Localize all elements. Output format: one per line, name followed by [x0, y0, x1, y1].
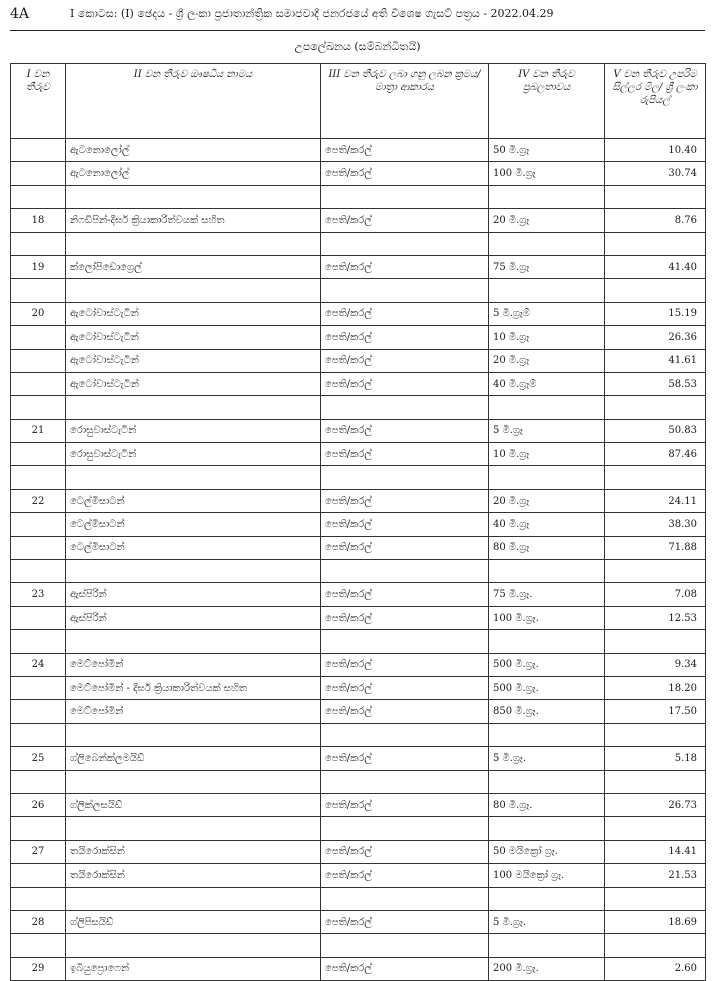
- strength-cell: [489, 887, 605, 910]
- price-schedule-table: [10, 63, 706, 981]
- drug-name-cell: [66, 396, 321, 419]
- row-number-cell: [11, 934, 66, 957]
- drug-name-cell: ක්ලෝපිඩොග්‍රෙල්: [66, 255, 321, 278]
- strength-cell: [489, 934, 605, 957]
- max-retail-price-cell: [605, 887, 706, 910]
- row-number-cell: [11, 349, 66, 372]
- table-row: [11, 583, 706, 606]
- max-retail-price-cell: [605, 466, 706, 489]
- table-row: [11, 443, 706, 466]
- table-row: [11, 185, 706, 208]
- row-number-cell: [11, 606, 66, 629]
- strength-cell: [489, 817, 605, 840]
- drug-name-cell: [66, 279, 321, 302]
- dosage-form-cell: පෙති/කරල්: [321, 419, 489, 442]
- row-number-cell: [11, 770, 66, 793]
- dosage-form-cell: පෙති/කරල්: [321, 910, 489, 933]
- strength-cell: 50 මයික්‍රෝ ග්‍රෑ.: [489, 840, 605, 863]
- row-number-cell: [11, 466, 66, 489]
- row-number-cell: [11, 326, 66, 349]
- dosage-form-cell: පෙති/කරල්: [321, 513, 489, 536]
- dosage-form-cell: පෙති/කරල්: [321, 793, 489, 816]
- strength-cell: 850 මි.ග්‍රෑ.: [489, 700, 605, 723]
- strength-cell: [489, 279, 605, 302]
- table-row: [11, 653, 706, 676]
- table-body: [11, 139, 706, 981]
- dosage-form-cell: පෙති/කරල්: [321, 372, 489, 395]
- table-row: [11, 957, 706, 980]
- max-retail-price-cell: 41.61: [605, 349, 706, 372]
- table-row: [11, 817, 706, 840]
- row-number-cell: [11, 162, 66, 185]
- max-retail-price-cell: [605, 279, 706, 302]
- column-header-1: I වන තීරුව: [11, 64, 66, 139]
- dosage-form-cell: පෙති/කරල්: [321, 747, 489, 770]
- drug-name-cell: [66, 630, 321, 653]
- table-row: [11, 209, 706, 232]
- table-row: [11, 934, 706, 957]
- drug-name-cell: ටෙල්මිසාටන්: [66, 536, 321, 559]
- dosage-form-cell: පෙති/කරල්: [321, 606, 489, 629]
- table-row: [11, 630, 706, 653]
- row-number-cell: [11, 887, 66, 910]
- strength-cell: 20 මි.ග්‍රෑ: [489, 209, 605, 232]
- strength-cell: 75 මි.ග්‍රෑ.: [489, 583, 605, 606]
- drug-name-cell: [66, 887, 321, 910]
- dosage-form-cell: පෙති/කරල්: [321, 326, 489, 349]
- header-rule: [10, 30, 705, 31]
- row-number-cell: [11, 700, 66, 723]
- strength-cell: 200 මි.ග්‍රෑ.: [489, 957, 605, 980]
- max-retail-price-cell: 21.53: [605, 864, 706, 887]
- row-number-cell: 26: [11, 793, 66, 816]
- max-retail-price-cell: [605, 232, 706, 255]
- table-row: [11, 232, 706, 255]
- max-retail-price-cell: 15.19: [605, 302, 706, 325]
- dosage-form-cell: [321, 934, 489, 957]
- dosage-form-cell: පෙති/කරල්: [321, 302, 489, 325]
- max-retail-price-cell: 14.41: [605, 840, 706, 863]
- dosage-form-cell: පෙති/කරල්: [321, 583, 489, 606]
- table-row: [11, 910, 706, 933]
- row-number-cell: [11, 372, 66, 395]
- dosage-form-cell: [321, 185, 489, 208]
- strength-cell: [489, 232, 605, 255]
- table-row: [11, 162, 706, 185]
- table-row: [11, 349, 706, 372]
- dosage-form-cell: [321, 396, 489, 419]
- strength-cell: 5 මි.ග්‍රෑ: [489, 419, 605, 442]
- strength-cell: 500 මි.ග්‍රෑ.: [489, 653, 605, 676]
- table-row: [11, 396, 706, 419]
- row-number-cell: [11, 513, 66, 536]
- row-number-cell: 21: [11, 419, 66, 442]
- table-row: [11, 700, 706, 723]
- max-retail-price-cell: 50.83: [605, 419, 706, 442]
- strength-cell: 80 මි.ග්‍රෑ: [489, 536, 605, 559]
- table-row: [11, 560, 706, 583]
- drug-name-cell: මෙට්පෝමින්: [66, 700, 321, 723]
- dosage-form-cell: [321, 630, 489, 653]
- column-header-3: III වන තීරුව ලබා ගනු ලබන ක්‍රමය/මාත්‍රා ආකාරය: [321, 64, 489, 139]
- dosage-form-cell: [321, 770, 489, 793]
- strength-cell: 20 මි.ග්‍රෑ: [489, 489, 605, 512]
- drug-name-cell: නිෆඩිපින්-දීර්ඝ ක්‍රියාකාරිත්වයක් සහිත: [66, 209, 321, 232]
- strength-cell: [489, 723, 605, 746]
- table-row: [11, 513, 706, 536]
- strength-cell: 50 මි.ග්‍රෑ: [489, 139, 605, 162]
- drug-name-cell: ඇටෝවාස්ටැටින්: [66, 326, 321, 349]
- strength-cell: 10 මි.ග්‍රෑ: [489, 326, 605, 349]
- schedule-subtitle: උපලේඛනය (සම්බන්ධිතයි): [294, 40, 421, 53]
- row-number-cell: 23: [11, 583, 66, 606]
- strength-cell: 500 මි.ග්‍රෑ.: [489, 676, 605, 699]
- dosage-form-cell: පෙති/කරල්: [321, 489, 489, 512]
- row-number-cell: [11, 723, 66, 746]
- drug-name-cell: රොසුවාස්ටැටින්: [66, 419, 321, 442]
- table-row: [11, 419, 706, 442]
- max-retail-price-cell: 7.08: [605, 583, 706, 606]
- dosage-form-cell: පෙති/කරල්: [321, 139, 489, 162]
- dosage-form-cell: පෙති/කරල්: [321, 536, 489, 559]
- table-row: [11, 326, 706, 349]
- max-retail-price-cell: 8.76: [605, 209, 706, 232]
- strength-cell: [489, 185, 605, 208]
- row-number-cell: 27: [11, 840, 66, 863]
- dosage-form-cell: [321, 466, 489, 489]
- drug-name-cell: ටෙල්මිසාටන්: [66, 489, 321, 512]
- row-number-cell: [11, 864, 66, 887]
- max-retail-price-cell: 18.69: [605, 910, 706, 933]
- table-row: [11, 279, 706, 302]
- max-retail-price-cell: 5.18: [605, 747, 706, 770]
- drug-name-cell: ඇටෝවාස්ටැටින්: [66, 349, 321, 372]
- max-retail-price-cell: 26.36: [605, 326, 706, 349]
- drug-name-cell: ඇටනොලෝල්: [66, 139, 321, 162]
- dosage-form-cell: පෙති/කරල්: [321, 443, 489, 466]
- row-number-cell: [11, 817, 66, 840]
- table-row: [11, 723, 706, 746]
- strength-cell: 20 මි.ග්‍රෑ: [489, 349, 605, 372]
- row-number-cell: [11, 139, 66, 162]
- table-row: [11, 887, 706, 910]
- strength-cell: 5 මි.ග්‍රෑම්: [489, 302, 605, 325]
- table-row: [11, 489, 706, 512]
- drug-name-cell: ග්ලිපිසයිඩ්: [66, 910, 321, 933]
- strength-cell: 100 මයික්‍රෝ ග්‍රෑ.: [489, 864, 605, 887]
- drug-name-cell: ඇස්පිරින්: [66, 583, 321, 606]
- strength-cell: 40 මි.ග්‍රෑම්: [489, 372, 605, 395]
- row-number-cell: 18: [11, 209, 66, 232]
- max-retail-price-cell: 10.40: [605, 139, 706, 162]
- max-retail-price-cell: 9.34: [605, 653, 706, 676]
- max-retail-price-cell: 26.73: [605, 793, 706, 816]
- row-number-cell: [11, 185, 66, 208]
- column-header-4: IV වන තීරුව ප්‍රබලතාවය: [489, 64, 605, 139]
- dosage-form-cell: [321, 560, 489, 583]
- strength-cell: 10 මි.ග්‍රෑ: [489, 443, 605, 466]
- strength-cell: 75 මි.ග්‍රෑ: [489, 255, 605, 278]
- row-number-cell: 20: [11, 302, 66, 325]
- max-retail-price-cell: [605, 560, 706, 583]
- row-number-cell: 28: [11, 910, 66, 933]
- dosage-form-cell: පෙති/කරල්: [321, 864, 489, 887]
- row-number-cell: [11, 560, 66, 583]
- table-row: [11, 747, 706, 770]
- row-number-cell: [11, 536, 66, 559]
- strength-cell: 100 මි.ග්‍රෑ.: [489, 606, 605, 629]
- gazette-header: I කොටස: (I) ඡෙදය - ශ්‍රී ලංකා ප්‍රජාතාන්ත්‍රික සමාජවාදී ජනරජයේ අති විශෙෂ ගැසට් පත්‍රය - 2022.04.29: [70, 7, 554, 20]
- table-row: [11, 302, 706, 325]
- max-retail-price-cell: 87.46: [605, 443, 706, 466]
- strength-cell: 5 මි.ග්‍රෑ.: [489, 910, 605, 933]
- row-number-cell: 24: [11, 653, 66, 676]
- table-row: [11, 255, 706, 278]
- strength-cell: [489, 396, 605, 419]
- table-row: [11, 606, 706, 629]
- page-number: 4A: [10, 6, 30, 22]
- dosage-form-cell: පෙති/කරල්: [321, 209, 489, 232]
- drug-name-cell: [66, 770, 321, 793]
- strength-cell: 5 මි.ග්‍රෑ.: [489, 747, 605, 770]
- column-header-5: V වන තීරුව උපරිම සිල්ලර මිල/ ශ්‍රී ලංකා රුපියල්: [605, 64, 706, 139]
- drug-name-cell: ග්ලික්ලසයිඩ්: [66, 793, 321, 816]
- strength-cell: [489, 560, 605, 583]
- row-number-cell: [11, 443, 66, 466]
- drug-name-cell: ටෙල්මිසාටන්: [66, 513, 321, 536]
- strength-cell: 80 මි.ග්‍රෑ.: [489, 793, 605, 816]
- strength-cell: 100 මි.ග්‍රෑ: [489, 162, 605, 185]
- max-retail-price-cell: 2.60: [605, 957, 706, 980]
- row-number-cell: 29: [11, 957, 66, 980]
- max-retail-price-cell: [605, 934, 706, 957]
- drug-name-cell: ඇටෝවාස්ටැටින්: [66, 302, 321, 325]
- max-retail-price-cell: 58.53: [605, 372, 706, 395]
- max-retail-price-cell: [605, 630, 706, 653]
- max-retail-price-cell: 71.88: [605, 536, 706, 559]
- row-number-cell: 19: [11, 255, 66, 278]
- max-retail-price-cell: 18.20: [605, 676, 706, 699]
- dosage-form-cell: පෙති/කරල්: [321, 957, 489, 980]
- dosage-form-cell: [321, 817, 489, 840]
- drug-name-cell: ඇස්පිරින්: [66, 606, 321, 629]
- drug-name-cell: [66, 232, 321, 255]
- dosage-form-cell: පෙති/කරල්: [321, 349, 489, 372]
- row-number-cell: 22: [11, 489, 66, 512]
- drug-name-cell: ඇටනොලෝල්: [66, 162, 321, 185]
- drug-name-cell: ඉබියුප්‍රොෆෙන්: [66, 957, 321, 980]
- strength-cell: 40 මි.ග්‍රෑ: [489, 513, 605, 536]
- strength-cell: [489, 630, 605, 653]
- table-header-row: [11, 64, 706, 139]
- drug-name-cell: [66, 817, 321, 840]
- drug-name-cell: මෙට්පෝමින්: [66, 653, 321, 676]
- row-number-cell: [11, 279, 66, 302]
- table-row: [11, 372, 706, 395]
- row-number-cell: [11, 232, 66, 255]
- max-retail-price-cell: [605, 770, 706, 793]
- drug-name-cell: [66, 560, 321, 583]
- table-row: [11, 676, 706, 699]
- dosage-form-cell: [321, 279, 489, 302]
- max-retail-price-cell: 41.40: [605, 255, 706, 278]
- drug-name-cell: තයිරොක්සින්: [66, 864, 321, 887]
- table-row: [11, 840, 706, 863]
- table-row: [11, 770, 706, 793]
- row-number-cell: 25: [11, 747, 66, 770]
- strength-cell: [489, 770, 605, 793]
- table-row: [11, 466, 706, 489]
- column-header-2: II වන තීරුව ඖෂධීය නාමය: [66, 64, 321, 139]
- dosage-form-cell: [321, 887, 489, 910]
- drug-name-cell: [66, 466, 321, 489]
- row-number-cell: [11, 676, 66, 699]
- dosage-form-cell: පෙති/කරල්: [321, 840, 489, 863]
- row-number-cell: [11, 396, 66, 419]
- dosage-form-cell: [321, 232, 489, 255]
- dosage-form-cell: පෙති/කරල්: [321, 255, 489, 278]
- drug-name-cell: තයිරොක්සින්: [66, 840, 321, 863]
- dosage-form-cell: [321, 723, 489, 746]
- max-retail-price-cell: 24.11: [605, 489, 706, 512]
- drug-name-cell: රොසුවාස්ටැටින්: [66, 443, 321, 466]
- drug-name-cell: ඇටෝවාස්ටැටින්: [66, 372, 321, 395]
- dosage-form-cell: පෙති/කරල්: [321, 676, 489, 699]
- drug-name-cell: [66, 723, 321, 746]
- drug-name-cell: [66, 185, 321, 208]
- table-row: [11, 536, 706, 559]
- max-retail-price-cell: [605, 817, 706, 840]
- strength-cell: [489, 466, 605, 489]
- row-number-cell: [11, 630, 66, 653]
- dosage-form-cell: පෙති/කරල්: [321, 700, 489, 723]
- drug-name-cell: මෙට්පෝමින් - දීර්ඝ ක්‍රියාකාරිත්වයක් සහිත: [66, 676, 321, 699]
- dosage-form-cell: පෙති/කරල්: [321, 653, 489, 676]
- table-row: [11, 793, 706, 816]
- drug-name-cell: [66, 934, 321, 957]
- drug-name-cell: ග්ලිබෙන්ක්ලමයිඩ්: [66, 747, 321, 770]
- table-row: [11, 864, 706, 887]
- max-retail-price-cell: 17.50: [605, 700, 706, 723]
- max-retail-price-cell: 30.74: [605, 162, 706, 185]
- table-row: [11, 139, 706, 162]
- max-retail-price-cell: [605, 396, 706, 419]
- max-retail-price-cell: 12.53: [605, 606, 706, 629]
- max-retail-price-cell: [605, 185, 706, 208]
- max-retail-price-cell: [605, 723, 706, 746]
- dosage-form-cell: පෙති/කරල්: [321, 162, 489, 185]
- max-retail-price-cell: 38.30: [605, 513, 706, 536]
